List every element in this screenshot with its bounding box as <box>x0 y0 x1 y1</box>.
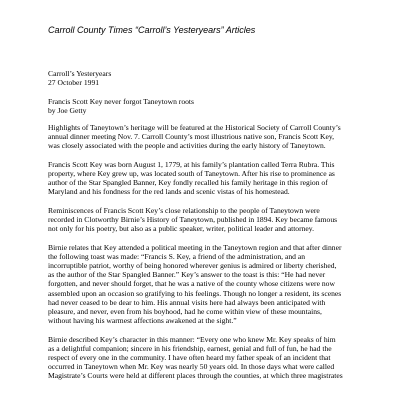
article-body <box>48 123 358 390</box>
document-header-title: Carroll County Times “Carroll’s Yesteryears” Articles <box>48 25 256 35</box>
text-line: Magistrate’s Courts were held at different places through the counties, at which three magistrates <box>48 371 343 381</box>
text-line: not only for his poetry, but also as a public speaker, writer, political leader and attorney. <box>48 224 315 234</box>
text-line: Reminiscences of Francis Scott Key’s close relationship to the people of Taneytown were <box>48 205 320 215</box>
text-line: author of the Star Spangled Banner, Key fondly recalled his family heritage in this region of <box>48 178 328 188</box>
article-headline: Francis Scott Key never forgot Taneytown roots <box>48 97 194 106</box>
text-line: the following toast was made: “Francis S. Key, a friend of the administration, and an <box>48 251 305 261</box>
text-line: Highlights of Taneytown’s heritage will be featured at the Historical Society of Carroll County’s <box>48 123 341 132</box>
text-line: Birnie relates that Key attended a political meeting in the Taneytown region and that after dinner <box>48 242 342 252</box>
text-line: as the author of the Star Spangled Banner.” Key’s answer to the toast is this: “He had never <box>48 270 326 280</box>
text-line: as a delightful companion; sincere in his friendship, earnest, genial and full of fun, he had the <box>48 343 332 353</box>
text-line: occurred in Taneytown when Mr. Key was nearly 50 years old. In those days what were called <box>48 362 335 372</box>
paragraph-2 <box>48 160 358 197</box>
text-line: assembled upon an occasion so gratifying to his feelings. Though no longer a resident, its scenes <box>48 288 342 298</box>
text-line: without having his warmest affections awakened at the sight.” <box>48 316 237 326</box>
text-line: annual dinner meeting Nov. 7. Carroll County’s most illustrious native son, Francis Scott Key, <box>48 132 335 142</box>
text-line: respect of every one in the community. I have often heard my father speak of an incident that <box>48 353 331 363</box>
paragraph-1 <box>48 123 358 151</box>
text-line: was closely associated with the people and activities during the early history of Taneytown. <box>48 141 326 151</box>
text-line: Birnie described Key’s character in this manner: “Every one who knew Mr. Key speaks of him <box>48 334 336 344</box>
text-line: property, where Key grew up, was located south of Taneytown. After his rise to prominence as <box>48 169 335 178</box>
text-line: had never ceased to be dear to him. His annual visits here had always been anticipated with <box>48 297 326 307</box>
paragraph-3 <box>48 206 358 234</box>
text-line: forgotten, and never should forget, that he was a native of the county whose citizens were now <box>48 279 335 289</box>
article-meta <box>48 69 358 97</box>
column-name: Carroll’s Yesteryears <box>48 69 112 78</box>
text-line: pleasure, and never, even from his boyhood, had he come within view of these mountains, <box>48 307 322 317</box>
article-date: 27 October 1991 <box>48 78 100 88</box>
article-byline: by Joe Getty <box>48 106 87 116</box>
text-line: Francis Scott Key was born August 1, 1779, at his family’s plantation called Terra Rubra. This <box>48 159 335 169</box>
text-line: recorded in Clotworthy Birnie’s History of Taneytown, published in 1894. Key became famous <box>48 215 338 224</box>
article-heading <box>48 97 358 125</box>
paragraph-4 <box>48 243 358 326</box>
paragraph-5 <box>48 335 358 381</box>
text-line: Maryland and his fondness for the red lands and scenic vistas of his homestead. <box>48 187 290 197</box>
text-line: incorruptible patriot, worthy of being honored wherever genius is admired or liberty cherished, <box>48 261 337 270</box>
